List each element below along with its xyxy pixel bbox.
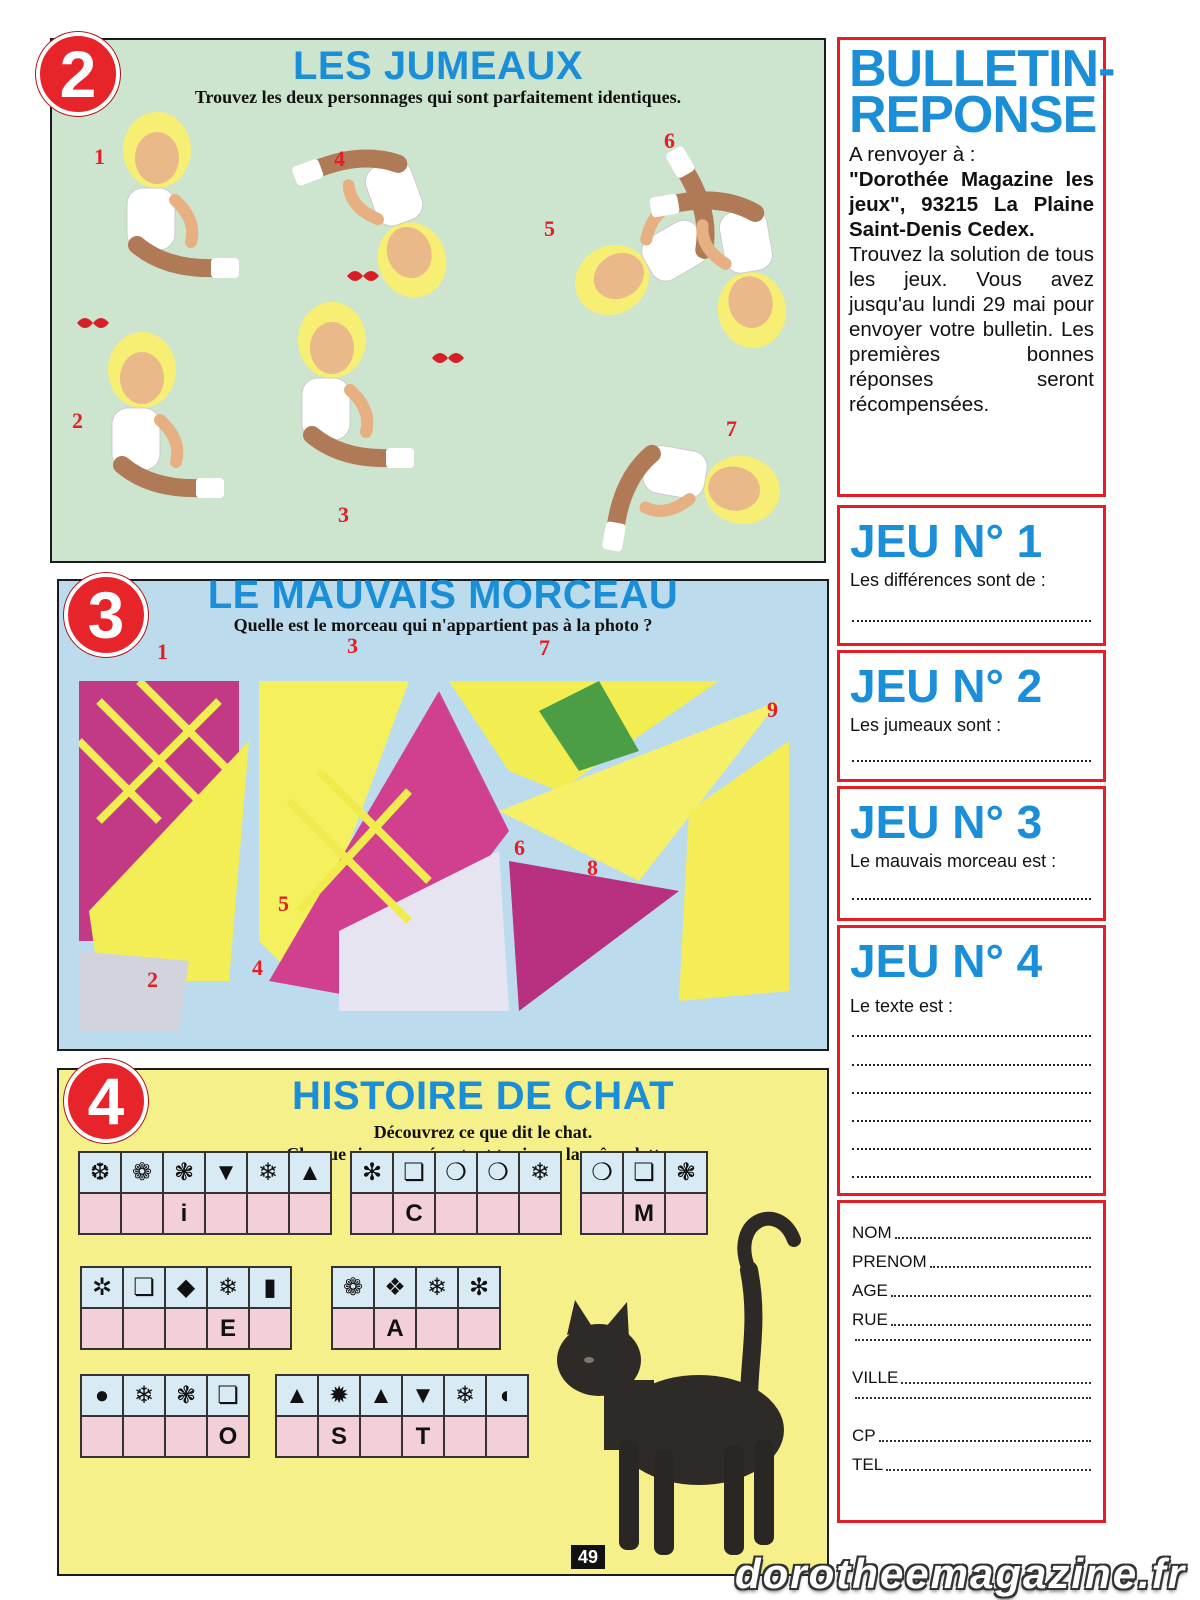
- doll-2: [108, 332, 224, 498]
- doll-5: [538, 145, 740, 328]
- piece-label: 5: [278, 891, 289, 916]
- cipher-letter-cell[interactable]: [206, 1194, 246, 1233]
- cipher-symbol: ❏: [124, 1268, 164, 1307]
- dolls-illustration: [52, 40, 824, 561]
- cipher-symbol: ❁: [333, 1268, 373, 1307]
- cipher-symbol: ❄: [124, 1376, 164, 1415]
- game3-panel: [57, 573, 829, 1051]
- jeu-3-title: JEU N° 3: [850, 796, 1043, 848]
- jeu-4-box: [837, 925, 1106, 1196]
- bulletin-intro: A renvoyer à :: [849, 143, 976, 166]
- piece-label: 2: [147, 967, 158, 992]
- cipher-symbol: ✻: [352, 1153, 392, 1192]
- piece-label: 7: [539, 635, 550, 660]
- cipher-symbol: ◆: [166, 1268, 206, 1307]
- cipher-symbol: ❍: [436, 1153, 476, 1192]
- piece-label: 8: [587, 855, 598, 880]
- cat-figure: [549, 1200, 819, 1575]
- cipher-symbol: ❁: [122, 1153, 162, 1192]
- jeu-3-label: Le mauvais morceau est :: [850, 851, 1057, 871]
- jeu-4-label: Le texte est :: [850, 996, 954, 1016]
- cipher-letter-cell[interactable]: [352, 1194, 392, 1233]
- game3-subtitle: Quelle est le morceau qui n'appartient pas à la photo ?: [233, 615, 653, 635]
- cipher-letter-cell[interactable]: [80, 1194, 120, 1233]
- jeu-2-box: [837, 650, 1106, 782]
- cipher-letter-cell[interactable]: [333, 1309, 373, 1348]
- cipher-letter-cell[interactable]: [166, 1309, 206, 1348]
- form-field-input[interactable]: [891, 1310, 1091, 1326]
- page-number: 49: [571, 1545, 605, 1569]
- cipher-symbol: ❏: [394, 1153, 434, 1192]
- jeu-4-answer-line[interactable]: [852, 1176, 1091, 1178]
- form-field-input[interactable]: [895, 1223, 1091, 1239]
- cipher-symbol: ✲: [82, 1268, 122, 1307]
- form-field-input[interactable]: [930, 1252, 1091, 1268]
- form-field-input[interactable]: [855, 1397, 1091, 1399]
- form-field-label: CP: [852, 1426, 876, 1445]
- jeu-1-answer-line[interactable]: [852, 620, 1091, 622]
- doll-label: 3: [338, 502, 349, 527]
- cipher-letter-cell[interactable]: [124, 1417, 164, 1456]
- jeu-3-answer-line[interactable]: [852, 898, 1091, 900]
- cipher-word-grid: [80, 1266, 292, 1350]
- game4-badge: 4: [64, 1059, 148, 1143]
- jeu-4-answer-line[interactable]: [852, 1064, 1091, 1066]
- cipher-letter-cell[interactable]: i: [164, 1194, 204, 1233]
- cipher-letter-cell[interactable]: [277, 1417, 317, 1456]
- cipher-letter-cell[interactable]: [436, 1194, 476, 1233]
- game4-panel: [57, 1068, 829, 1576]
- watermark: dorotheemagazine.fr: [735, 1550, 1187, 1597]
- cipher-symbol: ▲: [290, 1153, 330, 1192]
- cipher-letter-cell[interactable]: C: [394, 1194, 434, 1233]
- form-field-label: AGE: [852, 1281, 888, 1300]
- game3-title: LE MAUVAIS MORCEAU: [207, 573, 679, 617]
- game4-subtitle-2: la: [565, 1144, 580, 1164]
- jeu-2-answer-line[interactable]: [852, 760, 1091, 762]
- cipher-word-grid: [350, 1151, 562, 1235]
- piece-label: 1: [157, 639, 168, 664]
- cipher-symbol: ❄: [248, 1153, 288, 1192]
- game3-badge: 3: [64, 573, 148, 657]
- form-field-row[interactable]: [852, 1281, 1091, 1301]
- jeu-3-box: [837, 786, 1106, 921]
- game2-title: LES JUMEAUX: [293, 44, 583, 88]
- doll-label: 7: [726, 416, 737, 441]
- bulletin-address: "Dorothée Magazine les jeux", 93215 La Plaine Saint-Denis Cedex.: [849, 168, 1094, 241]
- cipher-word-grid: [275, 1374, 529, 1458]
- doll-label: 6: [664, 128, 675, 153]
- form-field-input[interactable]: [855, 1339, 1091, 1341]
- form-field-row[interactable]: [852, 1368, 1091, 1388]
- form-field-input[interactable]: [891, 1281, 1091, 1297]
- cipher-symbol: ❏: [208, 1376, 248, 1415]
- doll-3: [298, 302, 414, 468]
- cipher-letter-cell[interactable]: [122, 1194, 162, 1233]
- doll-label: 4: [334, 146, 345, 171]
- form-field-label: PRENOM: [852, 1252, 927, 1271]
- cipher-symbol: ❖: [375, 1268, 415, 1307]
- bulletin-title-2: REPONSE: [849, 86, 1097, 144]
- doll-label: 5: [544, 216, 555, 241]
- jeu-1-title: JEU N° 1: [850, 515, 1043, 567]
- doll-label: 1: [94, 144, 105, 169]
- cipher-letter-cell[interactable]: [361, 1417, 401, 1456]
- cipher-letter-cell[interactable]: [166, 1417, 206, 1456]
- form-field-label: NOM: [852, 1223, 892, 1242]
- form-field-row[interactable]: [852, 1455, 1091, 1475]
- doll-label: 2: [72, 408, 83, 433]
- cipher-symbol: ❍: [478, 1153, 518, 1192]
- game4-title: HISTOIRE DE CHAT: [291, 1074, 675, 1118]
- form-field-label: RUE: [852, 1310, 888, 1329]
- jeu-4-answer-line[interactable]: [852, 1148, 1091, 1150]
- cipher-symbol: ❃: [164, 1153, 204, 1192]
- form-field-row[interactable]: [852, 1426, 1091, 1446]
- jeu-2-label: Les jumeaux sont :: [850, 715, 1002, 735]
- jeu-4-answer-line[interactable]: [852, 1092, 1091, 1094]
- cipher-letter-cell[interactable]: [248, 1194, 288, 1233]
- bulletin-header-box: [837, 37, 1115, 497]
- cipher-letter-cell[interactable]: S: [319, 1417, 359, 1456]
- piece-label: 3: [347, 633, 358, 658]
- cipher-letter-cell[interactable]: A: [375, 1309, 415, 1348]
- game2-panel: [50, 38, 826, 563]
- cipher-symbol: ✻: [459, 1268, 499, 1307]
- cipher-symbol: ❃: [666, 1153, 706, 1192]
- cipher-letter-cell[interactable]: [487, 1417, 527, 1456]
- doll-1: [123, 112, 239, 278]
- jeu-1-box: [837, 505, 1106, 646]
- game2-badge: 2: [36, 32, 120, 116]
- cipher-letter-cell[interactable]: [124, 1309, 164, 1348]
- form-field-row[interactable]: [852, 1252, 1091, 1272]
- bulletin-title-1: BULLETIN-: [849, 40, 1115, 98]
- cipher-letter-cell[interactable]: E: [208, 1309, 248, 1348]
- form-field-row[interactable]: [852, 1397, 1091, 1403]
- game4-subtitle-1: Découvrez ce que dit le chat.: [373, 1122, 593, 1142]
- cipher-symbol: ❄: [208, 1268, 248, 1307]
- cipher-letter-cell[interactable]: T: [403, 1417, 443, 1456]
- jeu-1-label: Les différences sont de :: [850, 570, 1046, 590]
- cipher-symbol: ▲: [361, 1376, 401, 1415]
- cipher-letter-cell[interactable]: [250, 1309, 290, 1348]
- cipher-symbol: ▮: [250, 1268, 290, 1307]
- cipher-word-grid: [80, 1374, 250, 1458]
- doll-7: [602, 434, 786, 561]
- piece-label: 6: [514, 835, 525, 860]
- cipher-symbol: ▼: [206, 1153, 246, 1192]
- cipher-symbol: ▼: [403, 1376, 443, 1415]
- form-field-label: VILLE: [852, 1368, 899, 1387]
- bulletin-body: Trouvez la solution de tous les jeux. Vous avez jusqu'au lundi 29 mai pour envoyer votre bulletin. Les premières bonnes réponses seront récompensées.: [849, 243, 1094, 416]
- cipher-word-grid: [331, 1266, 501, 1350]
- cipher-letter-cell[interactable]: [478, 1194, 518, 1233]
- game2-subtitle: Trouvez les deux personnages qui sont parfaitement identiques.: [194, 87, 682, 107]
- form-field-row[interactable]: [852, 1339, 1091, 1345]
- cipher-symbol: ✹: [319, 1376, 359, 1415]
- jeu-4-answer-line[interactable]: [852, 1120, 1091, 1122]
- cipher-symbol: ❄: [520, 1153, 560, 1192]
- puzzle-mosaic: [79, 681, 809, 1031]
- cipher-letter-cell[interactable]: [82, 1417, 122, 1456]
- form-field-input[interactable]: [901, 1368, 1091, 1384]
- jeu-4-answer-line[interactable]: [852, 1035, 1091, 1037]
- doll-4: [291, 128, 457, 324]
- cipher-letter-cell[interactable]: O: [208, 1417, 248, 1456]
- cipher-symbol: ❏: [624, 1153, 664, 1192]
- form-field-row[interactable]: [852, 1310, 1091, 1330]
- cipher-symbol: ◐: [487, 1376, 527, 1415]
- cipher-letter-cell[interactable]: [82, 1309, 122, 1348]
- form-field-input[interactable]: [886, 1455, 1091, 1471]
- jeu-4-title: JEU N° 4: [850, 935, 1043, 987]
- cipher-letter-cell[interactable]: [459, 1309, 499, 1348]
- cipher-symbol: ❃: [166, 1376, 206, 1415]
- cipher-symbol: ●: [82, 1376, 122, 1415]
- cipher-word-grid: [78, 1151, 332, 1235]
- cipher-letter-cell[interactable]: [445, 1417, 485, 1456]
- cipher-symbol: ❄: [417, 1268, 457, 1307]
- jeu-2-title: JEU N° 2: [850, 660, 1043, 712]
- contact-form-box: [837, 1200, 1106, 1523]
- form-field-input[interactable]: [879, 1426, 1091, 1442]
- cipher-letter-cell[interactable]: [290, 1194, 330, 1233]
- piece-label: 4: [252, 955, 263, 980]
- cipher-symbol: ❆: [80, 1153, 120, 1192]
- cipher-letter-cell[interactable]: M: [624, 1194, 664, 1233]
- piece-label: 9: [767, 697, 778, 722]
- form-field-row[interactable]: [852, 1223, 1091, 1243]
- cipher-symbol: ❍: [582, 1153, 622, 1192]
- cipher-symbol: ▲: [277, 1376, 317, 1415]
- form-field-label: TEL: [852, 1455, 884, 1474]
- cipher-letter-cell[interactable]: [417, 1309, 457, 1348]
- cipher-symbol: ❄: [445, 1376, 485, 1415]
